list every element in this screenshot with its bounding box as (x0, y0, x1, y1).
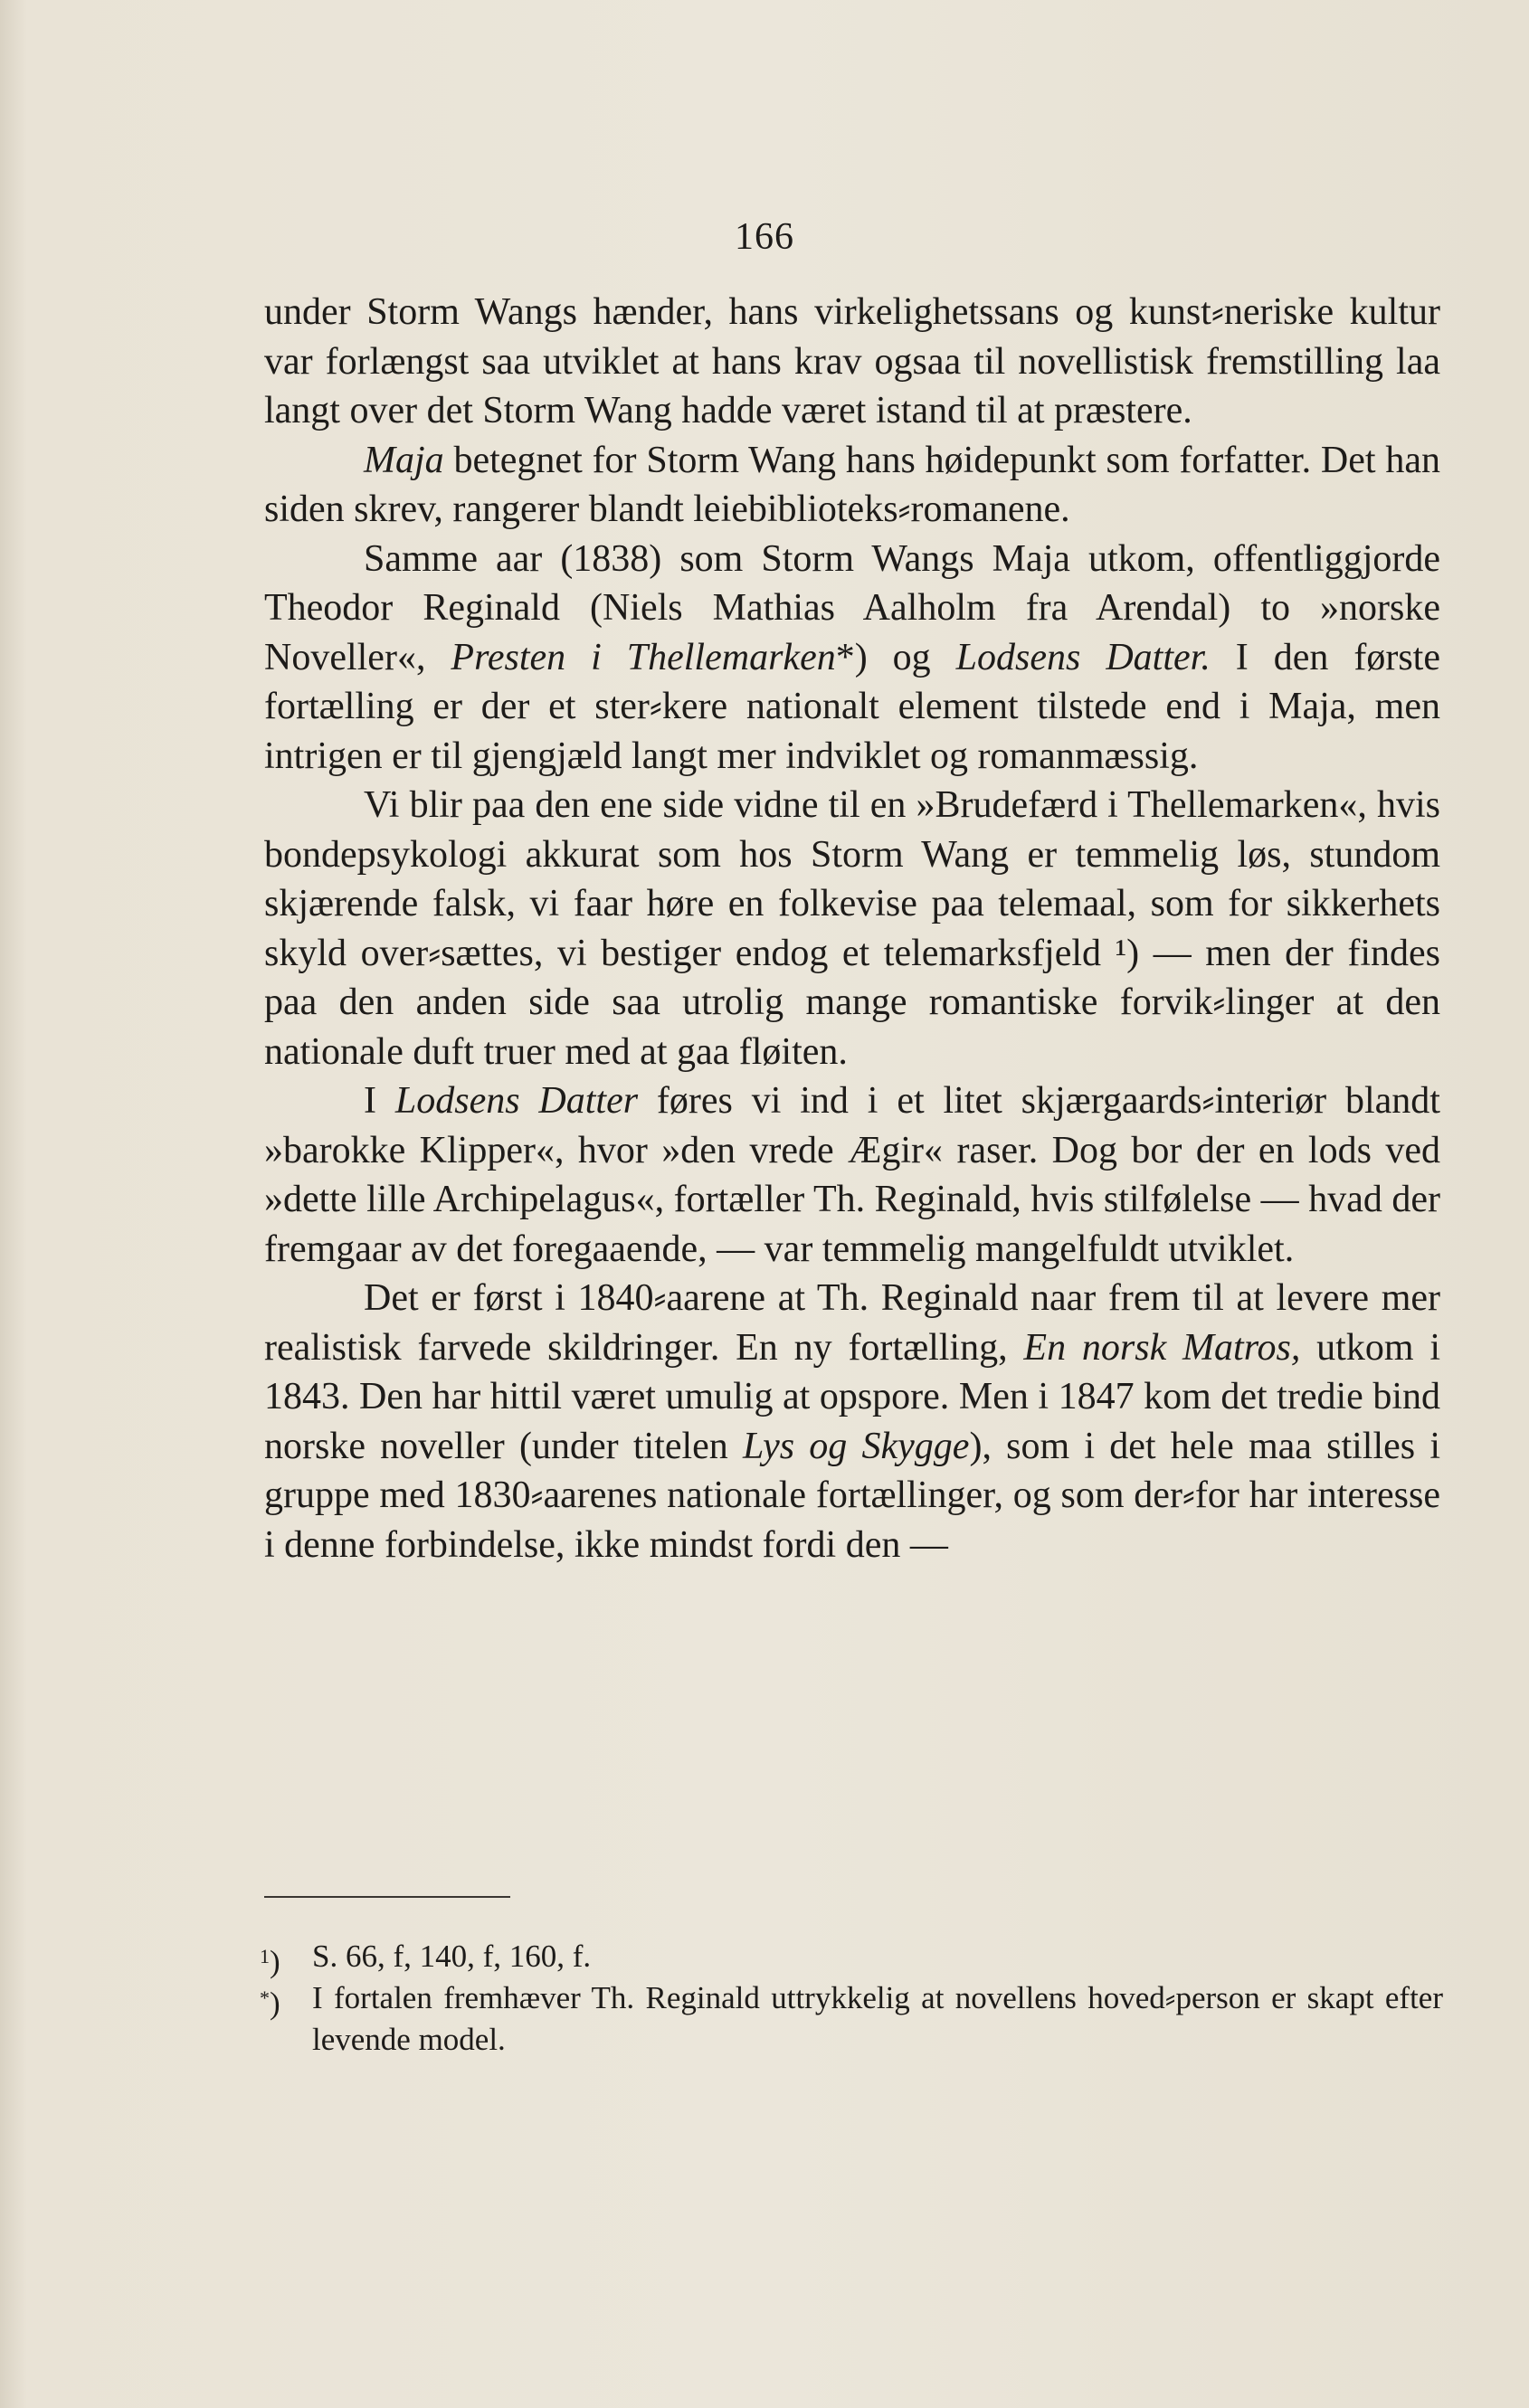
text-run: under Storm Wangs hænder, hans virkelighetssans og kunst⸗neriske kultur var forlængst saa utviklet at hans krav ogsaa til novellistisk fremstilling laa langt over det Storm Wang hadde været istand til at præstere. (264, 291, 1440, 431)
text-run: Det er først i 1840⸗aarene at Th. Reginald naar frem til at levere mer realistisk farvede skildringer. En ny fortælling, (264, 1277, 1440, 1369)
footnote-text: S. 66, f, 140, f, 160, f. (312, 1939, 592, 1974)
paragraph (264, 1076, 1440, 1274)
footnote-text: I fortalen fremhæver Th. Reginald uttrykkelig at novellens hoved⸗person er skapt efter levende model. (312, 1980, 1443, 2057)
italic-title: Lodsens Datter (394, 1080, 639, 1122)
italic-title: Lys og Skygge (743, 1425, 970, 1467)
italic-title: Presten i Thellemarken (451, 636, 836, 678)
footnote-marker: *) (260, 1986, 280, 2021)
footnote-marker-symbol: 1 (260, 1945, 270, 1967)
paragraph (264, 535, 1440, 782)
text-run: Vi blir paa den ene side vidne til en »Brudefærd i Thellemarken«, hvis bondepsykologi akkurat som hos Storm Wang er temmelig løs, stundom skjærende falsk, vi faar høre en folkevise paa telemaal, som for sikkerhets skyld over⸗sættes, vi bestiger endog et telemarksfjeld ¹) — men der findes paa den anden side saa utrolig mange romantiske forvik⸗linger at den nationale duft truer med at gaa fløiten. (264, 784, 1440, 1073)
paragraph (264, 436, 1440, 535)
paragraph (264, 1274, 1440, 1569)
text-run: *) og (835, 636, 956, 678)
footnote (260, 1977, 1443, 2061)
footnote-marker: $^1$) (260, 1944, 280, 1979)
text-run: Samme aar (1838) som Storm Wangs Maja utkom, offentliggjorde Theodor Reginald (Niels Mathias Aalholm fra Arendal) to »norske Noveller«, (264, 537, 1440, 678)
body-text (264, 288, 1440, 1569)
footnote-marker-symbol: * (260, 1986, 270, 2009)
text-run: føres vi ind i et litet skjærgaards⸗interiør blandt »barokke Klipper«, hvor »den vrede Ægir« raser. Dog bor der en lods ved »dette lille Archipelagus«, fortæller Th. Reginald, hvis stilfølelse — hvad der fremgaar av det foregaaende, — var temmelig mangelfuldt utviklet. (264, 1080, 1440, 1270)
text-run: betegnet for Storm Wang hans høidepunkt som forfatter. Det han siden skrev, rangerer blandt leiebiblioteks⸗romanene. (264, 439, 1440, 530)
footnote-divider (264, 1896, 510, 1898)
italic-title: Lodsens Datter. (955, 636, 1211, 678)
footnote (260, 1936, 1443, 1979)
text-run: utkom i 1843. Den har hittil været umulig at opspore. Men i 1847 kom det tredie bind norske noveller (under titelen (264, 1326, 1440, 1467)
text-run: I (364, 1080, 395, 1122)
italic-title: En norsk Matros, (1023, 1326, 1301, 1369)
italic-title: Maja (364, 439, 444, 481)
footnotes (260, 1936, 1443, 2061)
paragraph (264, 781, 1440, 1076)
text-run: ), som i det hele maa stilles i gruppe med 1830⸗aarenes nationale fortællinger, og som der⸗for har interesse i denne forbindelse, ikke mindst fordi den — (264, 1425, 1440, 1566)
paragraph (264, 288, 1440, 436)
text-run: I den første fortælling er der et ster⸗kere nationalt element tilstede end i Maja, men intrigen er til gjengjæld langt mer indviklet og romanmæssig. (264, 636, 1440, 777)
page-number: 166 (735, 216, 794, 258)
